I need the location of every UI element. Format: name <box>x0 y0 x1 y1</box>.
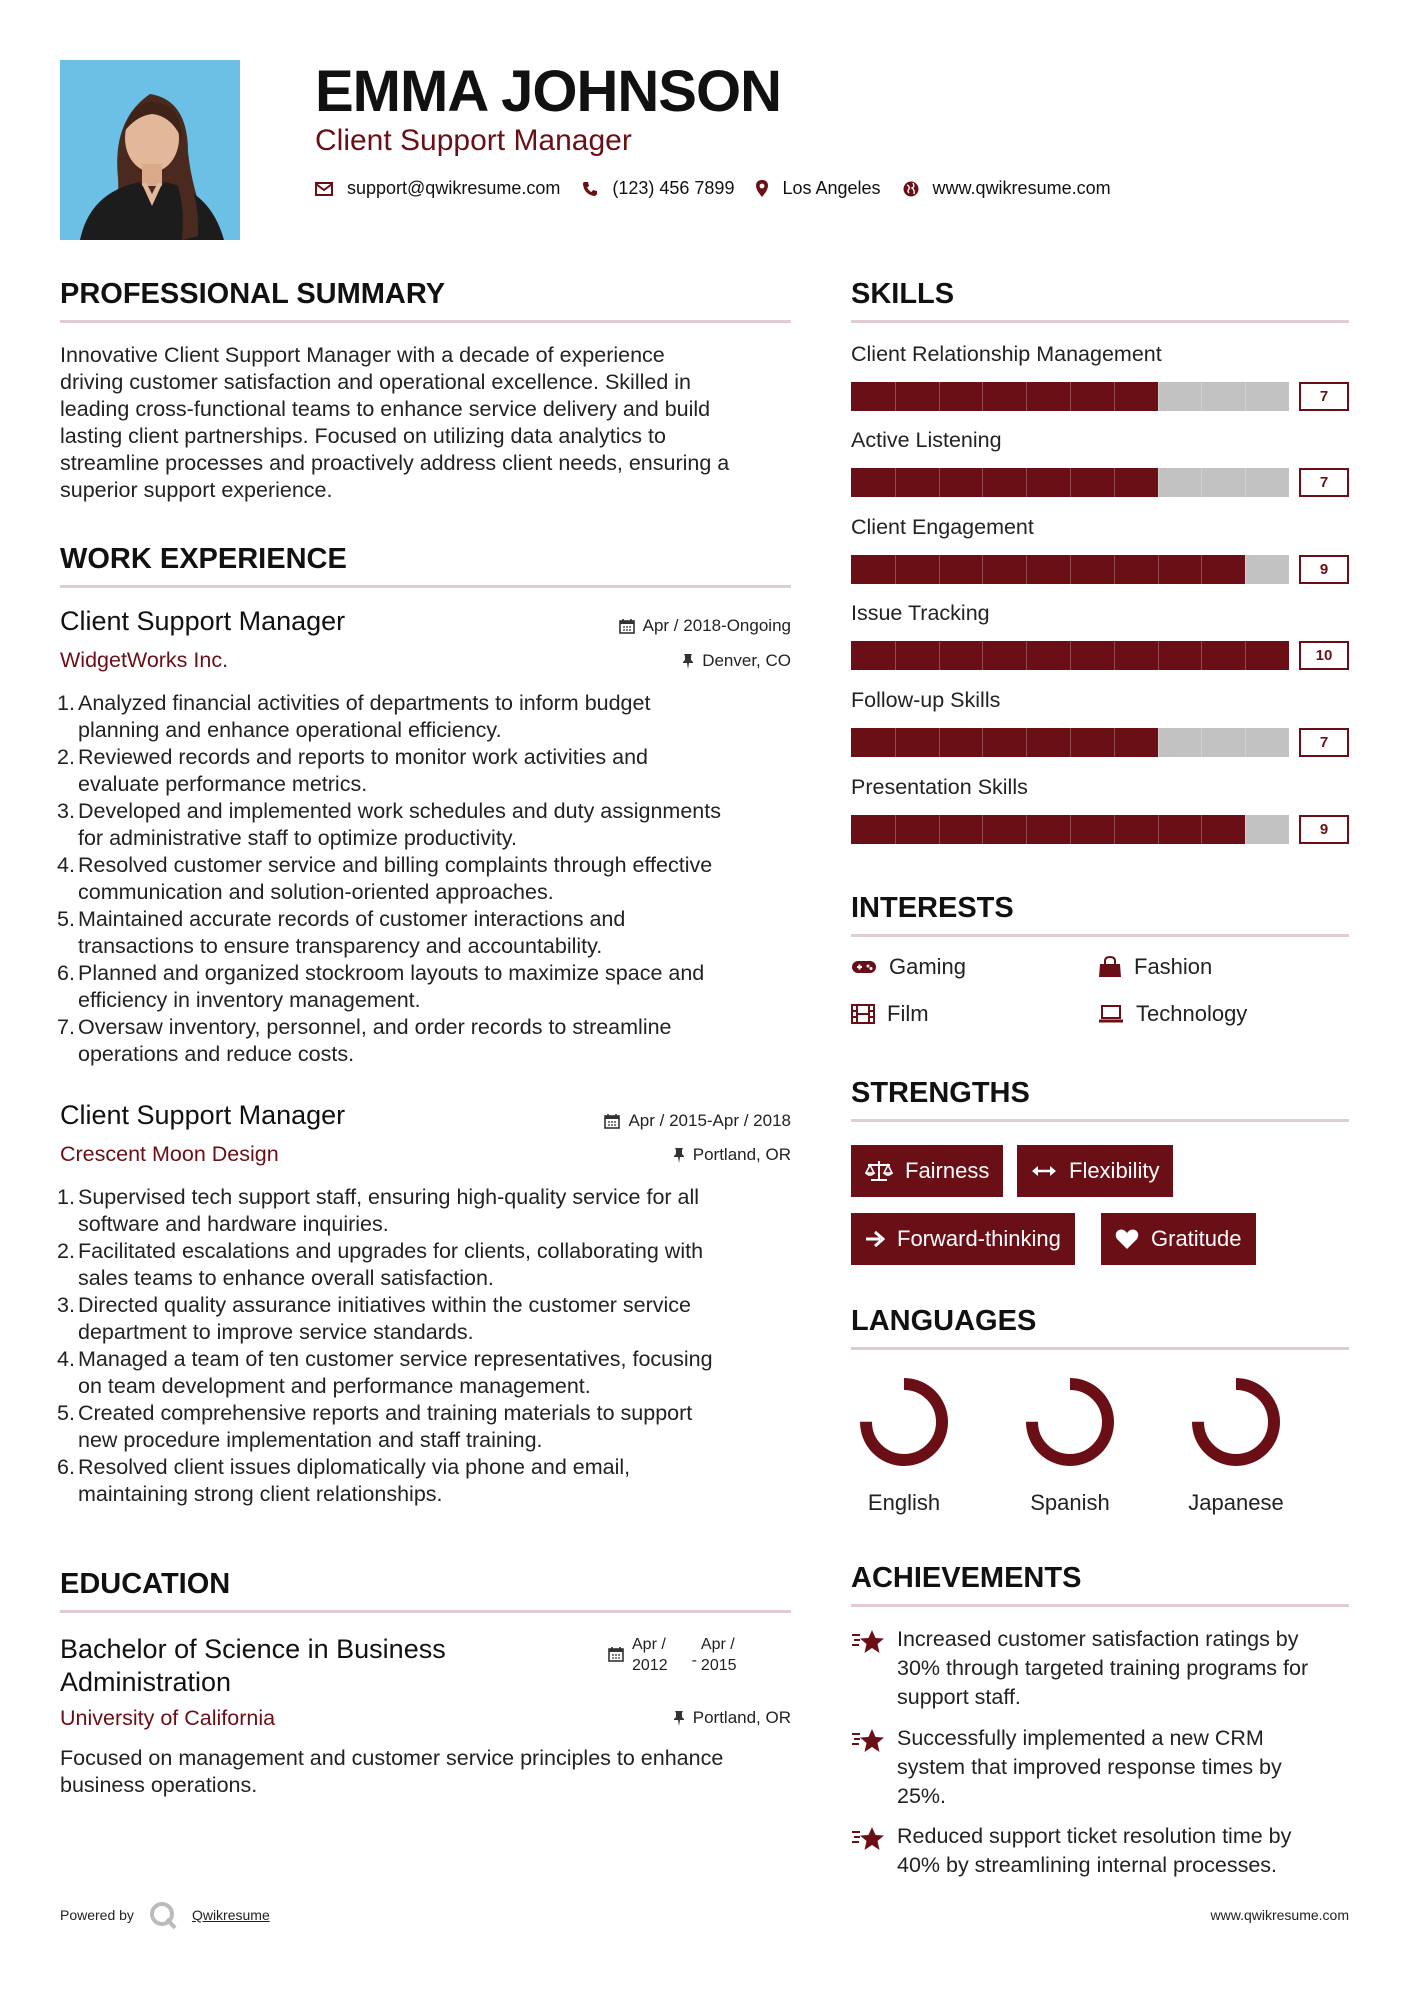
contact-website-text: www.qwikresume.com <box>932 178 1111 198</box>
arrow-right-icon <box>865 1230 885 1248</box>
phone-icon <box>582 181 598 197</box>
skill-bar-segment <box>1158 815 1159 844</box>
education-date-separator: - <box>691 1652 697 1669</box>
skill-bar-segment <box>939 382 940 411</box>
skill-bar-segment <box>939 468 940 497</box>
job-1-bullet: 2. Reviewed records and reports to monitor work activities and evaluate performance metrics. <box>57 745 649 796</box>
job-1-bullet: 7. Oversaw inventory, personnel, and order records to streamline operations and reduce costs. <box>57 1015 672 1066</box>
job-1-location <box>682 651 791 671</box>
contact-phone[interactable] <box>582 178 734 199</box>
skill-bar <box>851 468 1289 497</box>
interest-label: Fashion <box>1134 954 1213 979</box>
school-name: University of California <box>60 1706 276 1730</box>
skill-bar-segment <box>1070 641 1071 670</box>
job-2-dates <box>604 1111 791 1131</box>
strengths-divider <box>851 1119 1349 1122</box>
strength-label: Fairness <box>905 1158 990 1183</box>
education-description: Focused on management and customer service principles to enhance business operations. <box>60 1746 724 1797</box>
skill-level-badge: 9 <box>1299 815 1349 844</box>
skill-bar-segment <box>1114 468 1115 497</box>
skill-bar-segment <box>1026 815 1027 844</box>
skill-level-badge: 9 <box>1299 555 1349 584</box>
language-ring <box>1020 1372 1120 1472</box>
summary-line: driving customer satisfaction and operational excellence. Skilled in <box>60 370 692 394</box>
skill-bar-segment <box>1245 641 1246 670</box>
skill-bar-segment <box>1070 728 1071 757</box>
degree-line: Bachelor of Science in Business <box>60 1634 446 1664</box>
shopping-bag-icon <box>1098 956 1122 978</box>
skill-bar-segment <box>1114 815 1115 844</box>
skill-bar-fill <box>851 555 1245 584</box>
job-1-dates <box>619 616 791 636</box>
summary-divider <box>60 320 791 323</box>
contact-phone-text: (123) 456 7899 <box>612 178 735 198</box>
footer-url[interactable]: www.qwikresume.com <box>1210 1907 1349 1923</box>
strength-label: Gratitude <box>1151 1226 1242 1251</box>
interest-technology <box>1098 1001 1247 1027</box>
contact-email-text: support@qwikresume.com <box>347 178 561 198</box>
skill-bar-segment <box>1201 641 1202 670</box>
calendar-icon <box>608 1646 624 1662</box>
footer-powered <box>60 1900 270 1930</box>
calendar-icon <box>619 618 635 634</box>
skill-bar-fill <box>851 382 1158 411</box>
skill-bar-segment <box>1158 468 1159 497</box>
skill-bar-segment <box>895 815 896 844</box>
degree <box>60 1633 446 1699</box>
education-heading: EDUCATION <box>60 1568 231 1600</box>
interest-label: Gaming <box>889 954 967 979</box>
contact-email[interactable] <box>315 178 560 199</box>
skill-name: Follow-up Skills <box>851 688 1001 712</box>
interest-label: Film <box>887 1001 929 1026</box>
strength-label: Flexibility <box>1069 1158 1160 1183</box>
education-location <box>673 1708 791 1728</box>
job-1-company: WidgetWorks Inc. <box>60 648 229 672</box>
candidate-name: EMMA JOHNSON <box>315 59 781 124</box>
skill-bar-segment <box>1158 641 1159 670</box>
skill-bar <box>851 641 1289 670</box>
language-ring <box>1186 1372 1286 1472</box>
contact-location-text: Los Angeles <box>782 178 881 198</box>
qwikresume-link[interactable]: Qwikresume <box>191 1907 270 1923</box>
job-2-bullets <box>57 1184 800 1508</box>
achievement-item <box>851 1822 1351 1880</box>
envelope-icon <box>315 182 333 196</box>
education-end: Apr / 2015 <box>700 1636 737 1674</box>
skill-bar-segment <box>1201 468 1202 497</box>
achievements-divider <box>851 1604 1349 1607</box>
achievement-text: Increased customer satisfaction ratings by 30% through targeted training programs for support staff. <box>897 1627 1309 1709</box>
powered-by-text: Powered by <box>60 1907 134 1923</box>
job-1-title: Client Support Manager <box>60 606 346 636</box>
skill-bar-segment <box>982 468 983 497</box>
interest-film <box>851 1001 929 1027</box>
contact-location <box>756 178 880 199</box>
summary-text <box>60 342 800 504</box>
skill-bar-segment <box>939 555 940 584</box>
skill-bar-segment <box>939 728 940 757</box>
job-1-location-text: Denver, CO <box>702 651 791 670</box>
skill-bar-segment <box>1158 382 1159 411</box>
skill-bar-segment <box>1026 555 1027 584</box>
skill-bar-segment <box>982 641 983 670</box>
skill-level-badge: 7 <box>1299 382 1349 411</box>
skill-bar-segment <box>1114 555 1115 584</box>
skill-bar-segment <box>895 555 896 584</box>
language-item <box>1166 1372 1306 1516</box>
skill-bar-segment <box>1245 815 1246 844</box>
skill-bar-segment <box>1201 555 1202 584</box>
globe-icon <box>903 181 919 197</box>
job-2-location <box>673 1145 791 1165</box>
interest-fashion <box>1098 954 1212 980</box>
job-1-dates-text: Apr / 2018-Ongoing <box>642 616 791 635</box>
skill-bar-fill <box>851 728 1158 757</box>
job-2-bullet: 3. Directed quality assurance initiatives within the customer service department to improve service standards. <box>57 1293 692 1344</box>
achievement-item <box>851 1724 1351 1811</box>
job-2-bullet: 5. Created comprehensive reports and training materials to support new procedure implementation and staff training. <box>57 1401 693 1452</box>
languages-divider <box>851 1347 1349 1350</box>
skill-bar-segment <box>1114 382 1115 411</box>
strengths-heading: STRENGTHS <box>851 1077 1030 1109</box>
experience-heading: WORK EXPERIENCE <box>60 543 347 575</box>
skill-bar-segment <box>1245 555 1246 584</box>
contact-bar <box>315 178 1133 199</box>
job-2-bullet: 1. Supervised tech support staff, ensuring high-quality service for all software and hardware inquiries. <box>57 1185 700 1236</box>
skill-name: Client Engagement <box>851 515 1034 539</box>
balance-scale-icon <box>865 1160 893 1182</box>
contact-website[interactable] <box>903 178 1111 199</box>
skill-bar-segment <box>939 641 940 670</box>
language-ring-arc <box>1032 1384 1108 1460</box>
skill-bar <box>851 728 1289 757</box>
star-award-icon <box>851 1629 885 1655</box>
job-2-dates-text: Apr / 2015-Apr / 2018 <box>628 1111 791 1130</box>
job-2-bullet: 6. Resolved client issues diplomatically via phone and email, maintaining strong client relationships. <box>57 1455 631 1506</box>
skill-bar-segment <box>895 468 896 497</box>
achievement-item <box>851 1625 1351 1712</box>
laptop-icon <box>1098 1005 1124 1023</box>
skill-bar-segment <box>1070 555 1071 584</box>
job-1-bullet: 6. Planned and organized stockroom layouts to maximize space and efficiency in inventory management. <box>57 961 705 1012</box>
skill-bar <box>851 555 1289 584</box>
skill-bar-segment <box>1158 555 1159 584</box>
skill-bar-segment <box>1070 468 1071 497</box>
skill-bar-segment <box>1026 382 1027 411</box>
skill-bar-segment <box>1201 382 1202 411</box>
skill-bar <box>851 382 1289 411</box>
skill-bar-segment <box>1026 728 1027 757</box>
candidate-title: Client Support Manager <box>315 124 632 157</box>
profile-photo <box>60 60 240 240</box>
job-1-bullet: 5. Maintained accurate records of customer interactions and transactions to ensure transparency and accountability. <box>57 907 626 958</box>
skill-bar-segment <box>1201 815 1202 844</box>
skill-bar <box>851 815 1289 844</box>
language-name: English <box>867 1490 941 1515</box>
skill-level-badge: 7 <box>1299 728 1349 757</box>
skill-bar-segment <box>982 728 983 757</box>
star-award-icon <box>851 1728 885 1754</box>
thumbtack-icon <box>673 1147 685 1163</box>
skill-level-badge: 10 <box>1299 641 1349 670</box>
skill-bar-segment <box>1114 641 1115 670</box>
strength-fairness <box>851 1145 1003 1197</box>
qwikresume-logo-icon <box>148 1900 178 1930</box>
job-2-bullet: 2. Facilitated escalations and upgrades for clients, collaborating with sales teams to enhance overall satisfaction. <box>57 1239 704 1290</box>
skill-bar-segment <box>1070 815 1071 844</box>
skill-bar-segment <box>1158 728 1159 757</box>
skill-bar-segment <box>1026 641 1027 670</box>
skill-bar-segment <box>982 382 983 411</box>
education-location-text: Portland, OR <box>692 1708 791 1727</box>
map-marker-icon <box>756 180 768 197</box>
language-name: Japanese <box>1188 1490 1284 1515</box>
education-start: Apr / 2012 <box>632 1636 668 1674</box>
star-award-icon <box>851 1826 885 1852</box>
languages-heading: LANGUAGES <box>851 1305 1037 1337</box>
film-icon <box>851 1004 875 1024</box>
skill-bar-segment <box>895 641 896 670</box>
language-ring-arc <box>1198 1384 1274 1460</box>
job-1-bullet: 4. Resolved customer service and billing complaints through effective communication and solution-oriented approaches. <box>57 853 713 904</box>
skill-bar-segment <box>1070 382 1071 411</box>
interest-gaming <box>851 954 966 980</box>
skill-bar-fill <box>851 815 1245 844</box>
strength-gratitude <box>1101 1213 1256 1265</box>
skill-bar-segment <box>1026 468 1027 497</box>
skill-name: Presentation Skills <box>851 775 1028 799</box>
skill-level-badge: 7 <box>1299 468 1349 497</box>
skill-bar-segment <box>982 555 983 584</box>
education-divider <box>60 1610 791 1613</box>
skill-name: Client Relationship Management <box>851 342 1162 366</box>
skills-divider <box>851 320 1349 323</box>
language-name: Spanish <box>1030 1490 1110 1515</box>
education-dates <box>608 1634 737 1676</box>
summary-line: Innovative Client Support Manager with a decade of experience <box>60 343 665 367</box>
skill-bar-segment <box>895 728 896 757</box>
interest-label: Technology <box>1136 1001 1248 1026</box>
experience-divider <box>60 585 791 588</box>
skills-heading: SKILLS <box>851 278 955 310</box>
strength-flexibility <box>1017 1145 1173 1197</box>
thumbtack-icon <box>673 1710 685 1726</box>
language-item <box>1000 1372 1140 1516</box>
language-ring-arc <box>866 1384 942 1460</box>
skill-bar-segment <box>1201 728 1202 757</box>
calendar-icon <box>604 1113 620 1129</box>
skill-bar-segment <box>939 815 940 844</box>
skill-bar-segment <box>1245 382 1246 411</box>
language-ring <box>854 1372 954 1472</box>
skill-bar-segment <box>1245 468 1246 497</box>
interests-divider <box>851 934 1349 937</box>
skill-bar-fill <box>851 468 1158 497</box>
job-1-bullet: 1. Analyzed financial activities of departments to inform budget planning and enhance operational efficiency. <box>57 691 651 742</box>
thumbtack-icon <box>682 653 694 669</box>
arrows-horizontal-icon <box>1031 1164 1057 1178</box>
language-item <box>834 1372 974 1516</box>
summary-line: streamline processes and proactively address client needs, ensuring a <box>60 451 730 475</box>
skill-name: Active Listening <box>851 428 1002 452</box>
job-2-title: Client Support Manager <box>60 1100 346 1130</box>
skill-bar-segment <box>1245 728 1246 757</box>
summary-line: leading cross-functional teams to enhance service delivery and build <box>60 397 711 421</box>
heart-icon <box>1115 1228 1139 1250</box>
strength-label: Forward-thinking <box>897 1226 1061 1251</box>
summary-line: superior support experience. <box>60 478 333 502</box>
summary-heading: PROFESSIONAL SUMMARY <box>60 278 446 310</box>
portrait-illustration <box>60 60 240 240</box>
job-1-bullets <box>57 690 800 1068</box>
job-2-bullet: 4. Managed a team of ten customer service representatives, focusing on team development and performance management. <box>57 1347 713 1398</box>
degree-line: Administration <box>60 1667 232 1697</box>
job-2-location-text: Portland, OR <box>692 1145 791 1164</box>
skill-bar-segment <box>1114 728 1115 757</box>
achievement-text: Reduced support ticket resolution time by 40% by streamlining internal processes. <box>897 1824 1292 1877</box>
skill-name: Issue Tracking <box>851 601 990 625</box>
strength-forward-thinking <box>851 1213 1075 1265</box>
gamepad-icon <box>851 959 877 975</box>
interests-heading: INTERESTS <box>851 892 1014 924</box>
skill-bar-segment <box>895 382 896 411</box>
job-1-bullet: 3. Developed and implemented work schedules and duty assignments for administrative staff to optimize productivity. <box>57 799 721 850</box>
achievement-text: Successfully implemented a new CRM system that improved response times by 25%. <box>897 1726 1282 1808</box>
achievements-heading: ACHIEVEMENTS <box>851 1562 1082 1594</box>
summary-line: lasting client partnerships. Focused on utilizing data analytics to <box>60 424 666 448</box>
job-2-company: Crescent Moon Design <box>60 1142 279 1166</box>
skill-bar-segment <box>982 815 983 844</box>
